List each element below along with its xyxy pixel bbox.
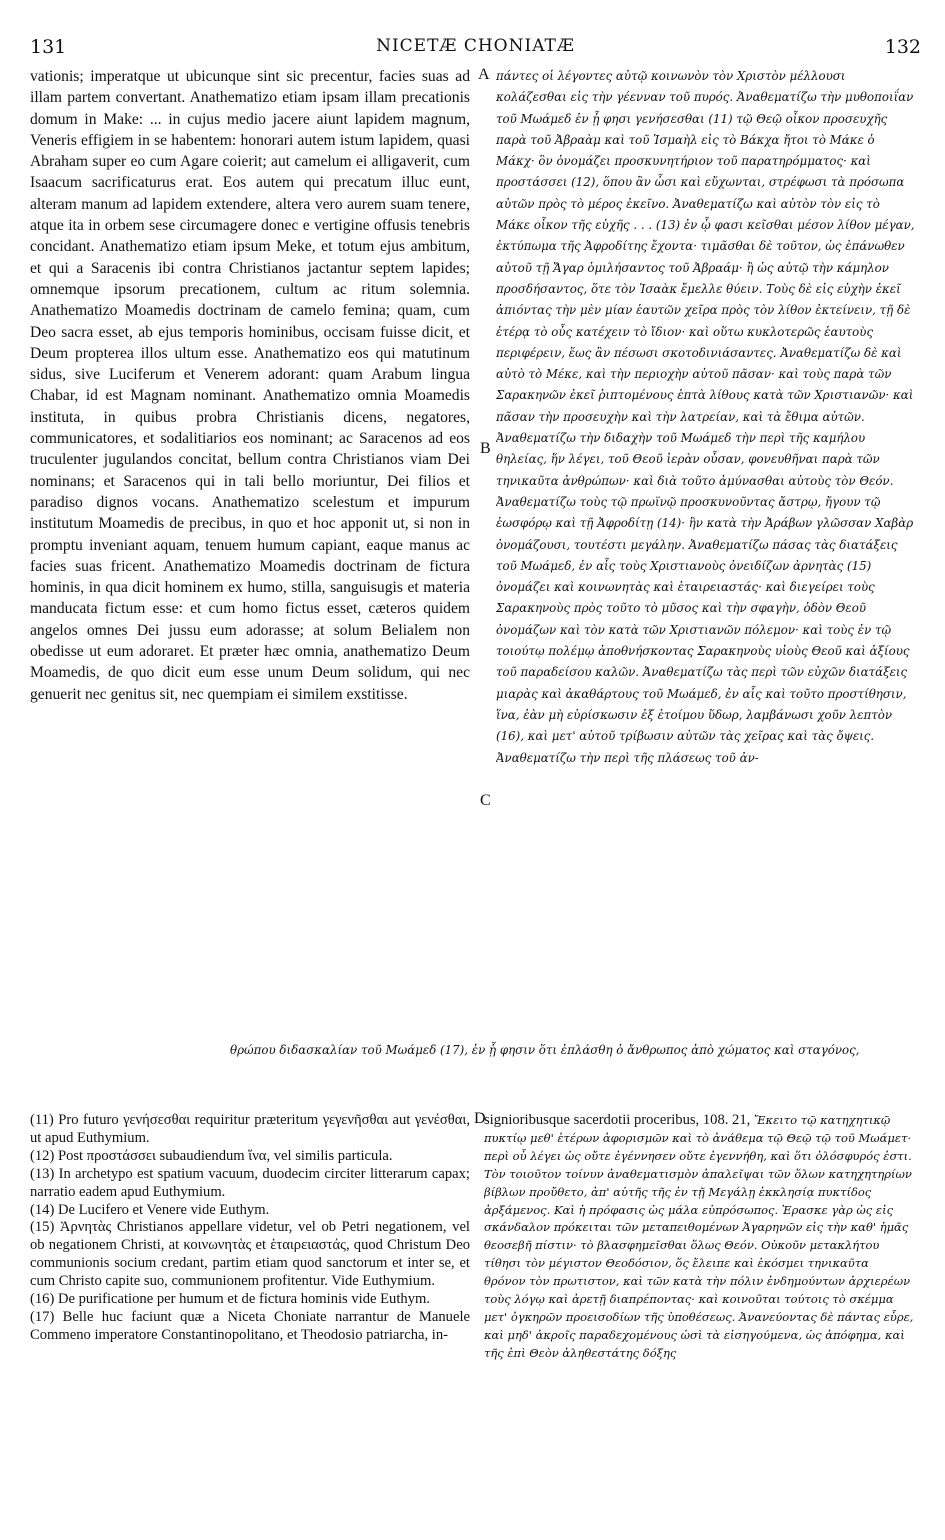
greek-column: πάντες οἱ λέγοντες αὐτῷ κοινωνὸν τὸν Χριστὸν μέλλουσι κολάζεσθαι εἰς τὴν γέενναν τοῦ πυρός. Ἀναθεματίζω τὴν μυθοποιΐαν τοῦ Μωάμεδ ἐν ᾗ φησι γενήσεσθαι (11) τῷ Θεῷ οἶκον προσευχῆς παρὰ τοῦ Ἀβραὰμ καὶ τοῦ Ἰσμαὴλ εἰς τὸ Βάκχα ἤτοι τὸ Μάκε ὁ Μάκχ· ὃν ὀνομάζει προσκυνητήριον τοῦ παρατηρόμματος· καὶ προστάσσει (12), ὅπου ἂν ὦσι καὶ εὔχωνται, στρέφωσι τὰ πρόσωπα αὐτῶν πρὸς τὸ μέρος ἐκεῖνο. Ἀναθεματίζω καὶ αὐτὸν τὸν εἰς τὸ Μάκε οἶκον τῆς εὐχῆς . . . (13) ἐν ᾧ φασι κεῖσθαι μέσον λίθον μέγαν, ἐκτύπωμα τῆς Ἀφροδίτης ἔχοντα· τιμᾶσθαι δὲ τοῦτον, ὡς ἐπάνωθεν αὐτοῦ τῇ Ἄγαρ ὁμιλήσαντος τοῦ Ἀβραάμ· ἢ ὡς αὐτῷ τὴν κάμηλον προσδήσαντος, ὅτε τὸν Ἰσαὰκ ἔμελλε θύειν. Τοὺς δὲ εἰς εὐχὴν ἐκεῖ ἀπιόντας τὴν μὲν μίαν ἑαυτῶν χεῖρα πρὸς τὸν λίθον ἐκτείνειν, τῇ δὲ ἑτέρᾳ τὸ οὖς κατέχειν τὸ ἴδιον· καὶ οὕτω κυκλοτερῶς ἑαυτοὺς περιφέρειν, ἕως ἂν πέσωσι σκοτοδινιάσαντες. Ἀναθεματίζω δὲ καὶ αὐτὸ τὸ Μέκε, καὶ τὴν περιοχὴν αὐτοῦ πᾶσαν· καὶ τοὺς παρὰ τῶν Σαρακηνῶν ἐκεῖ ῥιπτομένους ἑπτὰ λίθους κατὰ τῶν Χριστιανῶν· καὶ πᾶσαν τὴν προσευχὴν καὶ τὴν λατρείαν, καὶ τὰ ἔθιμα αὐτῶν. Ἀναθεματίζω τὴν διδαχὴν τοῦ Μωάμεδ τὴν περὶ τῆς καμήλου θηλείας, ἥν λέγει, τοῦ Θεοῦ ἱερὰν οὖσαν, φονευθῆναι παρὰ τῶν τηνικαῦτα ἀνθρώπων· καὶ διὰ τοῦτο ἀμύνασθαι αὐτοὺς τὸν Θεόν. Ἀναθεματίζω τοὺς τῷ πρωϊνῷ προσκυνοῦντας ἄστρῳ, ἤγουν τῷ ἑωσφόρῳ καὶ τῇ Ἀφροδίτῃ (14)· ἣν κατὰ τὴν Ἀράβων γλῶσσαν Χαβὰρ ὀνομάζουσι, τουτέστι μεγάλην. Ἀναθεματίζω πάσας τὰς διατάξεις τοῦ Μωάμεδ, ἐν αἷς τοὺς Χριστιανοὺς ὀνειδίζων ἀρνητὰς (15) ὀνομάζει καὶ κοινωνητὰς καὶ ἑταιρειαστάς· καὶ διεγείρει τοὺς Σαρακηνοὺς πρὸς τοῦτο τὸ μῦσος καὶ τὴν σφαγὴν, ὁδὸν Θεοῦ ὀνομάζων καὶ τὸν κατὰ τῶν Χριστιανῶν πόλεμον· καὶ τοὺς ἐν τῷ τοιούτῳ πολέμῳ ἀποθνήσκοντας Σαρακηνοὺς υἱοὺς Θεοῦ καὶ ἀξίους τοῦ παραδείσου καλῶν. Ἀναθεματίζω τὰς περὶ τῶν εὐχῶν διατάξεις μιαρὰς καὶ ἀκαθάρτους τοῦ Μωάμεδ, ἐν αἷς καὶ τοῦτο προστίθησιν, ἵνα, ἐὰν μὴ εὑρίσκωσιν ἐξ ἑτοίμου ὕδωρ, λαμβάνωσι χοῦν λεπτὸν (16), καὶ μετ' αὐτοῦ τρίβωσιν αὐτῶν τὰς χεῖρας καὶ τὰς ὄψεις. Ἀναθεματίζω τὴν περὶ τῆς πλάσεως τοῦ ἀν- — [496, 69, 915, 765]
footnote-17-continuation: signioribusque sacerdotii proceribus, 108. 21, — [484, 1112, 751, 1128]
footnote-12: (12) Post προστάσσει subaudiendum ἵνα, vel similis particula. — [30, 1147, 393, 1164]
footnote-13: (13) In archetypo est spatium vacuum, duodecim circiter litterarum capax; narratio eadem apud Euthymium. — [30, 1165, 470, 1200]
margin-marker-b: B — [480, 440, 491, 457]
page-number-right: 132 — [884, 36, 921, 58]
footnote-16: (16) De purificatione per humum et de fictura hominis vide Euthym. — [30, 1291, 431, 1308]
footnote-14: (14) De Lucifero et Venere vide Euthym. — [30, 1201, 270, 1218]
footnotes-left — [30, 1112, 470, 1532]
margin-marker-a: A — [478, 66, 490, 83]
footnote-17: (17) Belle huc faciunt quæ a Niceta Choniate narrantur de Manuele Commeno imperatore Constantinopolitano, et Theodosio patriarcha, in- — [30, 1308, 470, 1343]
footnote-17-greek-quotation: Ἔκειτο τῷ κατηχητικῷ πυκτίῳ μεθ' ἑτέρων ἀφορισμῶν καὶ τὸ ἀνάθεμα τῷ Θεῷ τῷ τοῦ Μωάμετ· περὶ οὗ λέγει ὡς οὔτε ἐγέννησεν οὔτε ἐγεννήθη, καὶ ὅτι ὁλόσφυρός ἐστι. Τὸν τοιοῦτον τοίνυν ἀναθεματισμὸν ἀπαλεῖψαι τῶν ὅλων κατηχητηρίων βίβλων προὔθετο, ἀπ' αὐτῆς τῆς ἐν τῇ Μεγάλῃ ἐκκλησίᾳ πυκτίδος ἀρξάμενος. Καὶ ἡ πρόφασις ὡς μάλα εὐπρόσωπος. Ἐρασκε γὰρ ὡς εἰς σκάνδαλον πρόκειται τῶν μεταπειθομένων Ἀγαρηνῶν εἰς τὴν καθ' ἡμᾶς θεοσεβῆ πίστιν· τὸ βλασφημεῖσθαι ὅλως Θεόν. Οὐκοῦν μετακλήτου τίθησι τὸν μέγιστον Θεοδόσιον, ὅς ἔλειπε καὶ ἐκόσμει τηνικαῦτα θρόνον τὸν πρωτιστον, καὶ τῶν κατὰ τὴν πόλιν ἐνδημούντων ἀρχιερέων τοὺς λόγῳ καὶ ἀρετῇ διαπρέποντας· καὶ κοινοῦται τούτοις τὸ σκέμμα μετ' ὀγκηρῶν προεισοδίων τῆς ὑποθέσεως. Ἀνανεύοντας δὲ πάντας εὗρε, καὶ μηδ' ἀκροῖς παραδεχομένους ὠσὶ τὰ εἰσηγούμενα, ὡς ἀπόφημα, καὶ τῆς ἐπὶ Θεὸν ἀληθεστάτης δόξης — [484, 1113, 914, 1360]
running-title: NICETÆ CHONIATÆ — [376, 36, 575, 56]
page-header — [30, 36, 921, 60]
page-number-left: 131 — [30, 36, 67, 58]
margin-marker-c: C — [480, 792, 491, 809]
latin-column: vationis; imperatque ut ubicunque sint sic precentur, facies suas ad illam partem convertant. Anathematizo etiam ipsam illam precationis domum in Make: ... in cujus medio jacere aiunt lapidem magnum, Veneris effigiem in se habentem: honorari autem istum lapidem, quasi Abraham super eo cum Agare coierit; aut camelum ei alligaverit, cum Isaacum sacrificaturus erat. Eos autem qui precatum illuc eunt, alteram manum ad lapidem extendere, altera vero aurem suam tenere, atque ita in orbem sese circumagere donec e vertigine offusis tenebris concidant. Anathematizo etiam ipsum Meke, et totum ejus ambitum, et qui a Saracenis ibi contra Christianos jactantur septem lapides; omnemque ipsorum precationem, cultum ac ritum solemnia. Anathematizo Moamedis doctrinam de camelo femina; quam, cum Deo sacra esset, ab ejus temporis hominibus, occisam fuisse dicit, et Deum propterea illos ultum esse. Anathematizo eos qui matutinum sidus, sive Luciferum et Venerem adorant: quam Arabum lingua Chabar, id est Magnam nominant. Anathematizo omnia Moamedis instituta, in quibus probra Christianis dicens, negatores, communicatores, et sodalitiarios eos nominant; ac Saracenos ad eos truculenter jugulandos concitat, bellum contra Christianos viam Dei nominans; et Saracenos qui in tali bello moriuntur, Dei filios et paradiso dignos vocans. Anathematizo scelestum et impurum institutum Moamedis de precibus, in quo et hoc apponit ut, si non in promptu inveniant aquam, tenuem humum capiant, eaque manus ac facies suas fricent. Anathematizo Moamedis doctrinam de fictura hominis, in qua dicit hominem ex humo, stilla, sanguisugis et materia manducata fictum esse: et cum homo fictus esset, cæteros quidem angelos omnes Dei jussu eum adorasse; at solum Belialem non obedisse ut eum adoraret. Et præter hæc omnia, anathematizo Deum Moamedis, de quo dicit eum esse unum Deum solidum, qui nec genuerit nec genitus sit, nec quempiam ei similem exstitisse. — [30, 68, 470, 703]
footnote-15: (15) Ἀρνητὰς Christianos appellare videtur, vel ob Petri negationem, vel ob negationem Christi, at κοινωνητὰς et ἑταιρειαστάς, quod Christum Deo communionis socium credant, partim etiam quod sanctorum et inter se, et cum Christo capite suo, communionem profitentur. Vide Euthymium. — [30, 1219, 470, 1290]
margin-marker-d: D — [474, 1110, 486, 1127]
greek-continuation-line: θρώπου διδασκαλίαν τοῦ Μωάμεδ (17), ἐν ᾗ φησιν ὅτι ἐπλάσθη ὁ ἄνθρωπος ἀπὸ χώματος καὶ σταγόνος, — [230, 1043, 860, 1057]
footnotes-right — [484, 1112, 914, 1532]
footnote-11: (11) Pro futuro γενήσεσθαι requiritur præteritum γεγενῆσθαι aut γενέσθαι, ut apud Euthymium. — [30, 1112, 470, 1146]
